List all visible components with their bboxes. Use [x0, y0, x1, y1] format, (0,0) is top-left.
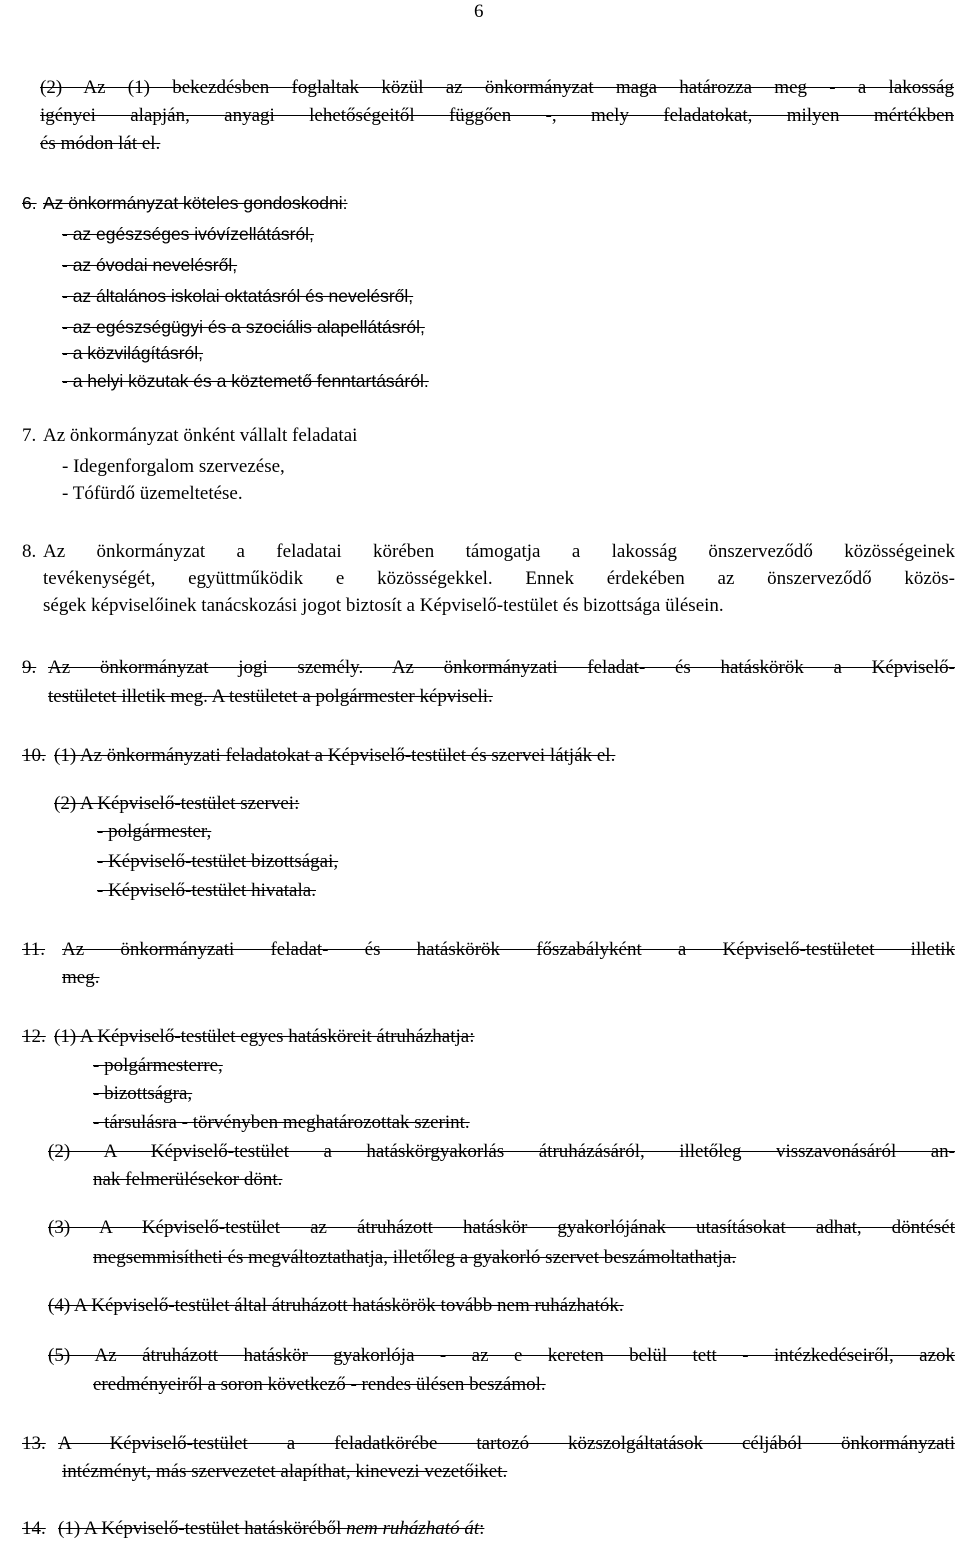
list-item: - az egészséges ivóvízellátásról,: [62, 224, 314, 244]
paragraph-line: tevékenységét, együttműködik e közösségekkel. Ennek érdekében az önszerveződő közös-: [43, 568, 955, 589]
list-item: - a közvilágításról,: [62, 343, 204, 363]
list-item: - a helyi közutak és a köztemető fenntartásáról.: [62, 371, 429, 391]
list-item: - Képviselő-testület hivatala.: [97, 880, 316, 901]
paragraph-line: (2) A Képviselő-testület a hatáskörgyakorlás átruházásáról, illetőleg visszavonásáról an-: [48, 1141, 955, 1162]
paragraph-line: [58, 1517, 484, 1541]
paragraph-line: (5) Az átruházott hatáskör gyakorlója - az e kereten belül tett - intézkedéseiről, azok: [48, 1345, 955, 1366]
section-number: 14.: [22, 1518, 46, 1539]
paragraph-line: megsemmisítheti és megváltoztathatja, illetőleg a gyakorló szervet beszámoltathatja.: [93, 1247, 737, 1268]
paragraph-line: Az önkormányzat a feladatai körében támogatja a lakosság önszerveződő közösségeinek: [43, 541, 955, 562]
section-number: 7.: [22, 425, 37, 446]
list-item: - Tófürdő üzemeltetése.: [62, 483, 243, 504]
section-number: 10.: [22, 745, 46, 766]
paragraph-line: (2) Az (1) bekezdésben foglaltak közül az önkormányzat maga határozza meg - a lakosság: [40, 77, 954, 98]
paragraph-line: eredményeiről a soron következő - rendes ülésen beszámol.: [93, 1374, 546, 1395]
paragraph-line: (1) Az önkormányzati feladatokat a Képviselő-testület és szervei látják el.: [54, 745, 616, 766]
paragraph-line: intézményt, más szervezetet alapíthat, kinevezi vezetőiket.: [62, 1461, 508, 1482]
page-number: 6: [474, 1, 484, 22]
section-number: 13.: [22, 1433, 46, 1454]
paragraph-line: igényei alapján, anyagi lehetőségeitől függően -, mely feladatokat, milyen mértékben: [40, 105, 954, 126]
paragraph-line: (3) A Képviselő-testület az átruházott hatáskör gyakorlójának utasításokat adhat, döntését: [48, 1217, 955, 1238]
section-title: Az önkormányzat köteles gondoskodni:: [43, 193, 348, 213]
paragraph-line: ségek képviselőinek tanácskozási jogot biztosít a Képviselő-testület és bizottsága ülésein.: [43, 595, 724, 616]
paragraph-line: meg.: [62, 967, 100, 988]
paragraph-line: és módon lát el.: [40, 133, 161, 154]
text-segment: :: [479, 1518, 485, 1539]
paragraph-line: A Képviselő-testület a feladatkörébe tartozó közszolgáltatások céljából önkormányzati: [58, 1433, 955, 1454]
section-number: 11.: [22, 939, 46, 960]
paragraph-line: nak felmerülésekor dönt.: [93, 1169, 283, 1190]
section-title: Az önkormányzat önként vállalt feladatai: [43, 425, 358, 446]
section-number: 9.: [22, 657, 37, 678]
list-item: - polgármester,: [97, 821, 212, 842]
paragraph-line: (1) A Képviselő-testület egyes hatásköreit átruházhatja:: [54, 1026, 475, 1047]
list-item: - polgármesterre,: [93, 1055, 223, 1076]
paragraph-line: testületet illetik meg. A testületet a polgármester képviseli.: [48, 686, 493, 707]
paragraph-line: Az önkormányzat jogi személy. Az önkormányzati feladat- és hatáskörök a Képviselő-: [48, 657, 955, 678]
list-item: - Képviselő-testület bizottságai,: [97, 851, 339, 872]
section-number: 8.: [22, 541, 37, 562]
list-item: - bizottságra,: [93, 1083, 193, 1104]
emphasis-text: nem ruházható át: [346, 1518, 480, 1539]
list-item: - társulásra - törvényben meghatározottak szerint.: [93, 1112, 470, 1133]
section-number: 12.: [22, 1026, 46, 1047]
paragraph-line: (2) A Képviselő-testület szervei:: [54, 793, 300, 814]
list-item: - az óvodai nevelésről,: [62, 255, 238, 275]
list-item: - Idegenforgalom szervezése,: [62, 456, 285, 477]
list-item: - az egészségügyi és a szociális alapellátásról,: [62, 317, 425, 337]
section-number: 6.: [22, 193, 37, 213]
paragraph-line: Az önkormányzati feladat- és hatáskörök főszabályként a Képviselő-testületet illetik: [62, 939, 955, 960]
paragraph-line: (4) A Képviselő-testület által átruházott hatáskörök tovább nem ruházhatók.: [48, 1295, 624, 1316]
list-item: - az általános iskolai oktatásról és nevelésről,: [62, 286, 414, 306]
text-segment: (1) A Képviselő-testület hatásköréből: [58, 1518, 347, 1539]
